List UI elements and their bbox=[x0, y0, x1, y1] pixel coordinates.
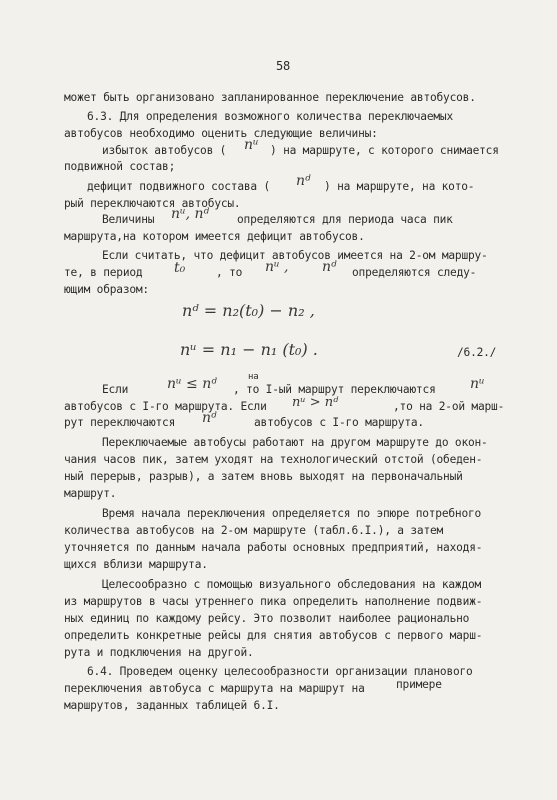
section-heading-6-4: 6.4. Проведем оценку целесообразности организации планового bbox=[87, 665, 473, 678]
handwritten-symbol: nᵈ bbox=[296, 173, 311, 189]
text-line: те, в период bbox=[64, 266, 143, 279]
page-number: 58 bbox=[276, 59, 291, 73]
handwritten-condition: nᵘ ≤ nᵈ bbox=[167, 376, 217, 392]
inserted-word: на bbox=[248, 372, 259, 382]
inserted-word: примере bbox=[396, 678, 442, 691]
text-line: подвижной состав; bbox=[64, 160, 176, 173]
text-line: определяются для периода часа пик bbox=[237, 213, 453, 226]
handwritten-symbol: nᵘ , bbox=[265, 259, 289, 275]
text-line: ных единиц по каждому рейсу. Это позволит наиболее рационально bbox=[64, 612, 470, 625]
text-line: определить конкретные рейсы для снятия автобусов с первого марш- bbox=[64, 629, 483, 642]
text-line: Величины bbox=[102, 213, 155, 226]
handwritten-symbol: t₀ bbox=[174, 260, 186, 276]
text-line: количества автобусов на 2-ом маршруте (табл.6.I.), а затем bbox=[64, 524, 444, 537]
handwritten-symbol: nᵘ bbox=[244, 137, 259, 153]
text-line: , то bbox=[216, 266, 243, 279]
text-line: Время начала переключения определяется по эпюре потребного bbox=[102, 507, 482, 520]
text-line: щихся вблизи маршрута. bbox=[64, 558, 208, 571]
text-line: может быть организовано запланированное переключение автобусов. bbox=[64, 91, 476, 104]
text-line: Переключаемые автобусы работают на другом маршруте до окон- bbox=[102, 436, 488, 449]
text-line: ный перерыв, разрыв), а затем вновь выходят на первоначальный bbox=[64, 470, 463, 483]
text-line: уточняется по данным начала работы основных предприятий, находя- bbox=[64, 541, 483, 554]
handwritten-equation: nᵘ = n₁ − n₁ (t₀) . bbox=[180, 340, 318, 359]
text-line: ющим образом: bbox=[64, 283, 149, 296]
text-line: ,то на 2-ой марш- bbox=[393, 400, 505, 413]
handwritten-condition: nᵘ > nᵈ bbox=[292, 395, 339, 410]
text-line: маршрута,на котором имеется дефицит автобусов. bbox=[64, 230, 365, 243]
text-line: из маршрутов в часы утреннего пика определить наполнение подвиж- bbox=[64, 595, 483, 608]
text-line: автобусов с I-го маршрута. Если bbox=[64, 400, 267, 413]
text-line: избыток автобусов ( bbox=[102, 144, 227, 157]
text-line: переключения автобуса с маршрута на маршрут на bbox=[64, 682, 365, 695]
text-line: ) на маршруте, с которого снимается bbox=[270, 144, 499, 157]
text-line: дефицит подвижного состава ( bbox=[87, 180, 270, 193]
text-line: рый переключаются автобусы. bbox=[64, 197, 241, 210]
text-line: рута и подключения на другой. bbox=[64, 646, 254, 659]
text-line: автобусов необходимо оценить следующие величины: bbox=[64, 127, 378, 140]
text-line: ) на маршруте, на кото- bbox=[324, 180, 475, 193]
handwritten-equation: nᵈ = n₂(t₀) − n₂ , bbox=[182, 301, 315, 320]
handwritten-symbol: nᵈ bbox=[202, 410, 217, 426]
text-line: Если bbox=[102, 383, 129, 396]
equation-number: /6.2./ bbox=[457, 346, 497, 359]
handwritten-symbol: nᵈ bbox=[322, 259, 337, 275]
text-line: определяются следу- bbox=[352, 266, 477, 279]
section-heading-6-3: 6.3. Для определения возможного количества переключаемых bbox=[87, 110, 453, 123]
text-line: Целесообразно с помощью визуального обследования на каждом bbox=[102, 578, 482, 591]
text-line: маршрут. bbox=[64, 487, 117, 500]
text-line: маршрутов, заданных таблицей 6.I. bbox=[64, 699, 280, 712]
text-line: автобусов с I-го маршрута. bbox=[254, 416, 424, 429]
text-line: Если считать, что дефицит автобусов имеется на 2-ом маршру- bbox=[102, 249, 488, 262]
text-line: рут переключаются bbox=[64, 416, 176, 429]
handwritten-symbol: nᵘ, nᵈ bbox=[171, 206, 210, 222]
text-line: чания часов пик, затем уходят на технологический отстой (обеден- bbox=[64, 453, 483, 466]
text-line: , то I-ый маршрут переключаются bbox=[233, 383, 436, 396]
handwritten-symbol: nᵘ bbox=[470, 376, 485, 392]
